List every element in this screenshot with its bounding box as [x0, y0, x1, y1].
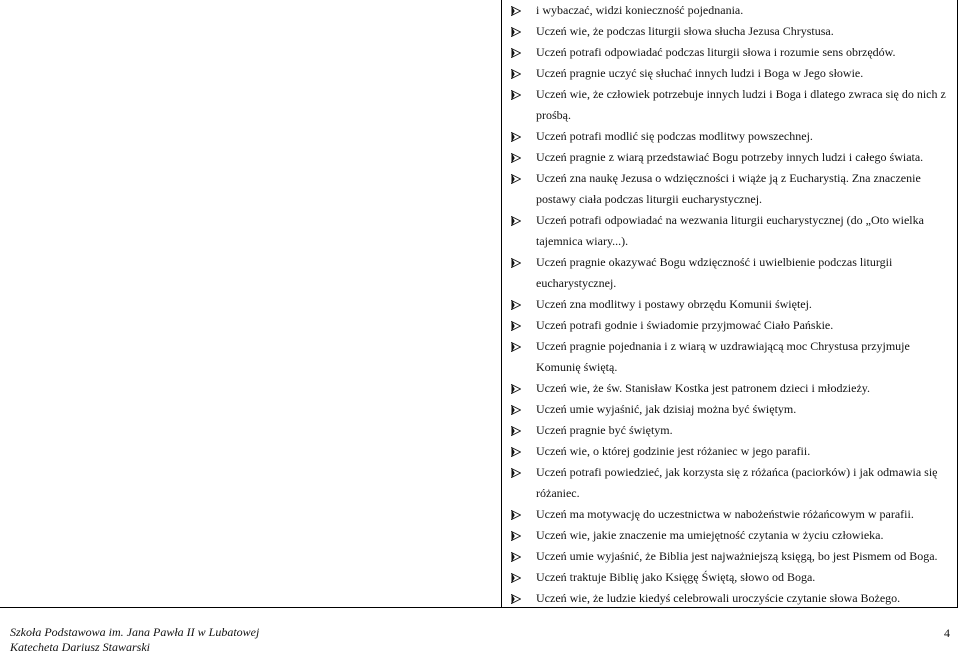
arrowhead-bullet-icon — [510, 399, 524, 420]
list-item-text: Uczeń pragnie uczyć się słuchać innych ludzi i Boga w Jego słowie. — [536, 66, 864, 80]
list-item-text: Uczeń potrafi modlić się podczas modlitwy powszechnej. — [536, 129, 813, 143]
list-item — [510, 126, 950, 147]
list-item-text: i wybaczać, widzi konieczność pojednania. — [536, 3, 744, 17]
list-item — [510, 546, 950, 567]
empty-left-column — [0, 0, 502, 608]
list-item — [510, 378, 950, 399]
list-item-text: Uczeń potrafi powiedzieć, jak korzysta się z różańca (paciorków) i jak odmawia się różaniec. — [536, 465, 938, 500]
list-item-text: Uczeń umie wyjaśnić, że Biblia jest najważniejszą księgą, bo jest Pismem od Boga. — [536, 549, 938, 563]
list-item-text: Uczeń pragnie pojednania i z wiarą w uzdrawiającą moc Chrystusa przyjmuje Komunię świętą. — [536, 339, 910, 374]
list-item — [510, 462, 950, 504]
learning-outcomes-column — [502, 0, 958, 608]
list-item-text: Uczeń umie wyjaśnić, jak dzisiaj można być świętym. — [536, 402, 797, 416]
list-item — [510, 0, 950, 21]
arrowhead-bullet-icon — [510, 210, 524, 231]
list-item — [510, 147, 950, 168]
arrowhead-bullet-icon — [510, 21, 524, 42]
list-item-text: Uczeń wie, że ludzie kiedyś celebrowali uroczyście czytanie słowa Bożego. — [536, 591, 901, 605]
footer-teacher-name: Katecheta Dariusz Stawarski — [10, 640, 150, 654]
list-item-text: Uczeń wie, jakie znaczenie ma umiejętność czytania w życiu człowieka. — [536, 528, 884, 542]
list-item — [510, 504, 950, 525]
list-item — [510, 84, 950, 126]
list-item-text: Uczeń wie, że św. Stanisław Kostka jest patronem dzieci i młodzieży. — [536, 381, 871, 395]
list-item — [510, 210, 950, 252]
list-item — [510, 294, 950, 315]
arrowhead-bullet-icon — [510, 126, 524, 147]
list-item-text: Uczeń potrafi odpowiadać podczas liturgii słowa i rozumie sens obrzędów. — [536, 45, 896, 59]
list-item — [510, 588, 950, 609]
list-item — [510, 315, 950, 336]
list-item-text: Uczeń zna naukę Jezusa o wdzięczności i wiąże ją z Eucharystią. Zna znaczenie postawy ciała podczas liturgii eucharystycznej. — [536, 171, 921, 206]
list-item — [510, 525, 950, 546]
list-item — [510, 567, 950, 588]
list-item — [510, 252, 950, 294]
list-item-text: Uczeń potrafi odpowiadać na wezwania liturgii eucharystycznej (do „Oto wielka tajemnica wiary...). — [536, 213, 924, 248]
list-item — [510, 399, 950, 420]
page-footer — [10, 625, 259, 655]
list-item-text: Uczeń traktuje Biblię jako Księgę Świętą, słowo od Boga. — [536, 570, 816, 584]
arrowhead-bullet-icon — [510, 504, 524, 525]
list-item-text: Uczeń zna modlitwy i postawy obrzędu Komunii świętej. — [536, 297, 812, 311]
arrowhead-bullet-icon — [510, 420, 524, 441]
arrowhead-bullet-icon — [510, 42, 524, 63]
list-item-text: Uczeń potrafi godnie i świadomie przyjmować Ciało Pańskie. — [536, 318, 834, 332]
arrowhead-bullet-icon — [510, 525, 524, 546]
learning-outcomes-list — [510, 0, 950, 609]
arrowhead-bullet-icon — [510, 84, 524, 105]
list-item-text: Uczeń ma motywację do uczestnictwa w nabożeństwie różańcowym w parafii. — [536, 507, 914, 521]
arrowhead-bullet-icon — [510, 147, 524, 168]
list-item — [510, 168, 950, 210]
list-item — [510, 21, 950, 42]
arrowhead-bullet-icon — [510, 567, 524, 588]
list-item-text: Uczeń pragnie okazywać Bogu wdzięczność i uwielbienie podczas liturgii eucharystycznej. — [536, 255, 893, 290]
arrowhead-bullet-icon — [510, 315, 524, 336]
list-item-text: Uczeń wie, że podczas liturgii słowa słucha Jezusa Chrystusa. — [536, 24, 834, 38]
page-number: 4 — [944, 626, 950, 640]
list-item-text: Uczeń wie, o której godzinie jest różaniec w jego parafii. — [536, 444, 811, 458]
arrowhead-bullet-icon — [510, 294, 524, 315]
arrowhead-bullet-icon — [510, 588, 524, 609]
list-item — [510, 63, 950, 84]
footer-school-name: Szkoła Podstawowa im. Jana Pawła II w Lubatowej — [10, 625, 260, 639]
arrowhead-bullet-icon — [510, 336, 524, 357]
arrowhead-bullet-icon — [510, 546, 524, 567]
arrowhead-bullet-icon — [510, 441, 524, 462]
list-item-text: Uczeń wie, że człowiek potrzebuje innych ludzi i Boga i dlatego zwraca się do nich z prośbą. — [536, 87, 946, 122]
arrowhead-bullet-icon — [510, 252, 524, 273]
list-item — [510, 336, 950, 378]
arrowhead-bullet-icon — [510, 0, 524, 21]
arrowhead-bullet-icon — [510, 63, 524, 84]
list-item — [510, 42, 950, 63]
list-item-text: Uczeń pragnie być świętym. — [536, 423, 673, 437]
list-item — [510, 441, 950, 462]
list-item-text: Uczeń pragnie z wiarą przedstawiać Bogu potrzeby innych ludzi i całego świata. — [536, 150, 924, 164]
list-item — [510, 420, 950, 441]
arrowhead-bullet-icon — [510, 462, 524, 483]
arrowhead-bullet-icon — [510, 378, 524, 399]
arrowhead-bullet-icon — [510, 168, 524, 189]
